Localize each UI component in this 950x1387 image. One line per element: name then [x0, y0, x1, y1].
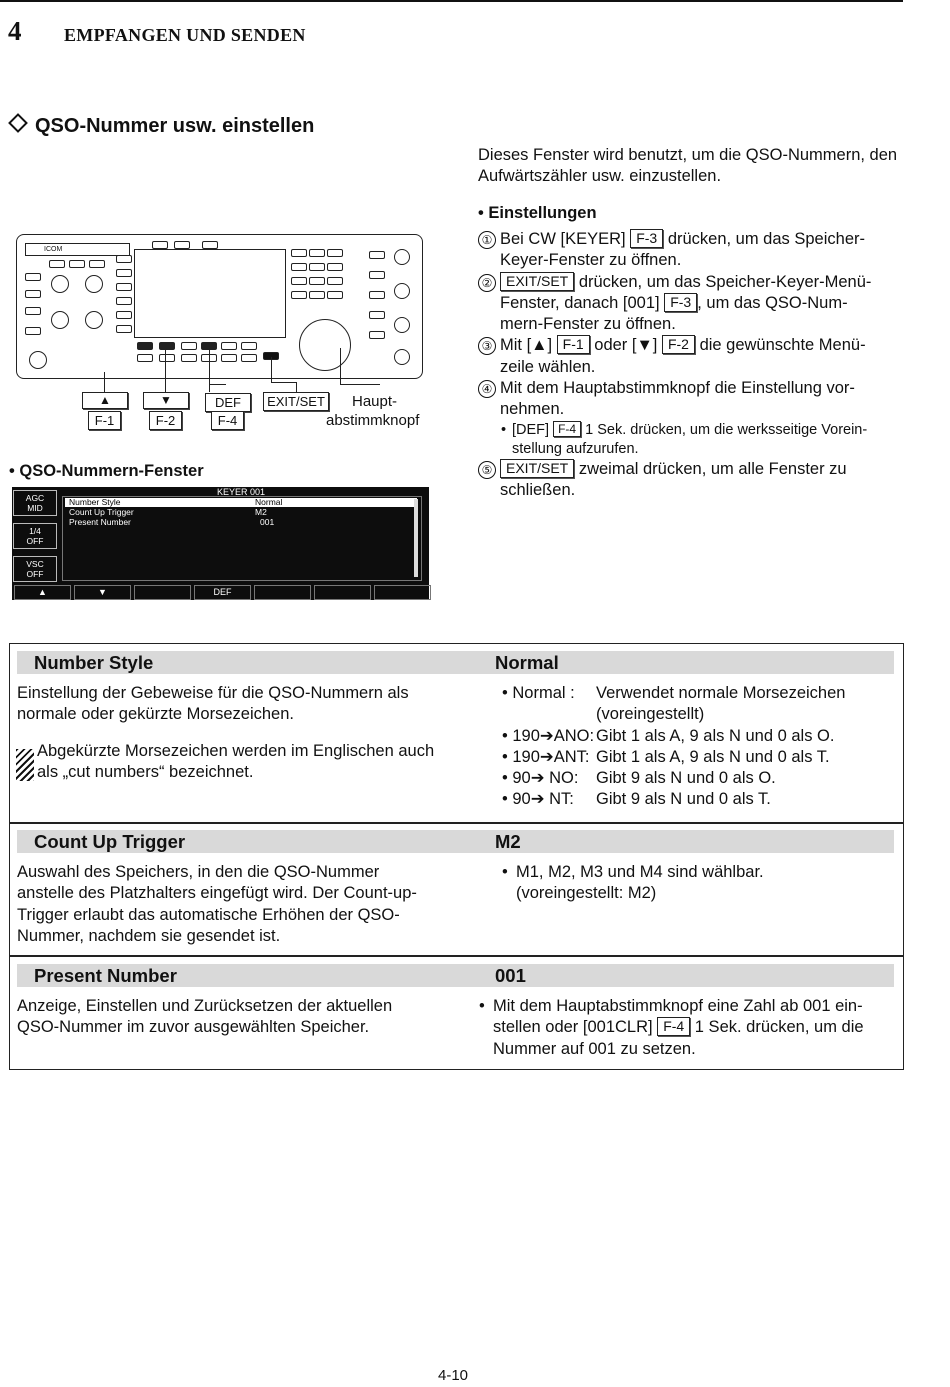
f4-key: F-4	[657, 1017, 690, 1036]
exit-set-key: EXIT/SET	[500, 459, 574, 478]
page-number: 4-10	[438, 1367, 469, 1384]
knob	[85, 311, 103, 329]
fkey-def[interactable]: DEF	[194, 585, 251, 600]
knob	[51, 275, 69, 293]
chapter-title: EMPFANGEN UND SENDEN	[64, 25, 306, 45]
step-4-note: • [DEF] F-4 1 Sek. drücken, um die werksseitige Vorein- stellung aufzurufen.	[478, 421, 903, 459]
up-key: ▲	[82, 392, 128, 409]
step-number: ④	[478, 380, 496, 398]
callout-line	[271, 382, 296, 383]
callout-line	[271, 357, 272, 382]
row-divider	[10, 822, 903, 824]
f4-key: F-4	[211, 411, 244, 430]
radio-front-panel	[16, 234, 423, 379]
step-1: ① Bei CW [KEYER] F-3 drücken, um das Speicher- Keyer-Fenster zu öffnen.	[478, 229, 903, 272]
number-style-note: Abgekürzte Morsezeichen werden im Englischen auch als „cut numbers“ bezeichnet.	[37, 742, 435, 782]
step-number: ⑤	[478, 461, 496, 479]
step-number: ②	[478, 274, 496, 292]
row-header-count-up-trigger: Count Up Trigger M2	[17, 830, 894, 853]
filter-indicator: 1/4 OFF	[13, 523, 57, 549]
section-title: QSO-Nummer usw. einstellen	[9, 115, 314, 138]
f1-key: F-1	[88, 411, 121, 430]
menu-row-selected[interactable]: Number Style Normal	[65, 498, 417, 507]
f1-key: F-1	[557, 335, 590, 354]
exit-set-key: EXIT/SET	[500, 272, 574, 291]
settings-heading: • Einstellungen	[478, 204, 597, 222]
knob-label: Haupt-	[352, 393, 398, 410]
radio-display	[134, 249, 286, 338]
agc-indicator: AGC MID	[13, 490, 57, 516]
step-4: ④ Mit dem Hauptabstimmknopf die Einstellung vor- nehmen.	[478, 378, 903, 421]
callout-line	[209, 384, 226, 385]
qso-number-window	[12, 487, 429, 600]
f4-key: F-4	[553, 421, 581, 437]
diamond-icon	[8, 113, 28, 133]
callout-line	[165, 343, 166, 392]
knob	[85, 275, 103, 293]
fkey-blank[interactable]	[134, 585, 191, 600]
count-up-options: • M1, M2, M3 und M4 sind wählbar. (voreingestellt: M2)	[502, 862, 897, 905]
fkey-blank[interactable]	[254, 585, 311, 600]
microphone-socket	[29, 351, 47, 369]
f2-key: F-2	[662, 335, 695, 354]
menu-list	[62, 496, 422, 581]
f2-key: F-2	[149, 411, 182, 430]
menu-row[interactable]: Present Number 001	[69, 517, 275, 527]
note-icon	[16, 749, 34, 781]
row-header-number-style: Number Style Normal	[17, 651, 894, 674]
main-dial-icon	[299, 319, 351, 371]
callout-line	[340, 384, 380, 385]
step-number: ③	[478, 337, 496, 355]
brand-logo: ICOM	[25, 243, 130, 256]
knob	[394, 283, 410, 299]
chapter-number: 4	[8, 16, 22, 46]
step-2: ② EXIT/SET drücken, um das Speicher-Keyer-Menü- Fenster, danach [001] F-3 , um das QSO-Num- mern-Fenster zu öffnen.	[478, 272, 903, 336]
f3-key: F-3	[664, 293, 697, 312]
row-divider	[10, 955, 903, 957]
f3-key: F-3	[630, 229, 663, 248]
fkey-down[interactable]: ▼	[74, 585, 131, 600]
count-up-description: Auswahl des Speichers, in den die QSO-Nummer anstelle des Platzhalters eingefügt wird. Der Count-up-Trigger erlaubt das automatische Erhöhen der QSO-Nummer, nachdem sie gesendet ist.	[17, 863, 417, 945]
knob	[394, 249, 410, 265]
knob	[394, 317, 410, 333]
exit-set-key: EXIT/SET	[263, 392, 329, 411]
vsc-indicator: VSC OFF	[13, 556, 57, 582]
settings-table	[9, 643, 904, 1070]
menu-row[interactable]: Count Up Trigger M2	[69, 507, 267, 517]
step-5: ⑤ EXIT/SET zweimal drücken, um alle Fenster zu schließen.	[478, 459, 903, 502]
fkey-blank[interactable]	[374, 585, 431, 600]
number-style-options: • Normal : Verwendet normale Morsezeichen (voreingestellt) • 190➔ANO: Gibt 1 als A, 9 als N und 0 als O. • 190➔ANT: Gibt 1 als A, 9 als N und 0 als T. • 90➔ NO: Gibt 9 als N und 0 als O. • 90➔ NT: Gibt 9 als N und 0 als T.	[502, 684, 846, 809]
step-number: ①	[478, 231, 496, 249]
callout-line	[340, 348, 341, 384]
header-rule	[0, 0, 903, 2]
intro-text: Dieses Fenster wird benutzt, um die QSO-Nummern, den Aufwärtszähler usw. einzustellen.	[478, 146, 898, 186]
fkey-blank[interactable]	[314, 585, 371, 600]
knob	[51, 311, 69, 329]
knob	[394, 349, 410, 365]
steps-list	[478, 229, 903, 501]
present-number-description: Anzeige, Einstellen und Zurücksetzen der aktuellen QSO-Nummer im zuvor ausgewählten Speicher.	[17, 997, 393, 1037]
callout-line	[104, 372, 105, 392]
scrollbar[interactable]	[414, 499, 418, 577]
number-style-description: Einstellung der Gebeweise für die QSO-Nummern als normale oder gekürzte Morsezeichen.	[17, 684, 409, 724]
row-header-present-number: Present Number 001	[17, 964, 894, 987]
def-key: DEF	[205, 393, 251, 412]
fkey-up[interactable]: ▲	[14, 585, 71, 600]
knob-label: abstimmknopf	[326, 412, 420, 429]
present-number-options: • Mit dem Hauptabstimmknopf eine Zahl ab 001 ein- stellen oder [001CLR] F-4 1 Sek. drücken, um die Nummer auf 001 zu setzen.	[479, 996, 899, 1060]
callout-line	[296, 382, 297, 392]
window-heading: • QSO-Nummern-Fenster	[9, 462, 204, 480]
window-title: KEYER 001	[217, 487, 266, 497]
step-3: ③ Mit [▲] F-1 oder [▼] F-2 die gewünschte Menü- zeile wählen.	[478, 335, 903, 378]
down-key: ▼	[143, 392, 189, 409]
